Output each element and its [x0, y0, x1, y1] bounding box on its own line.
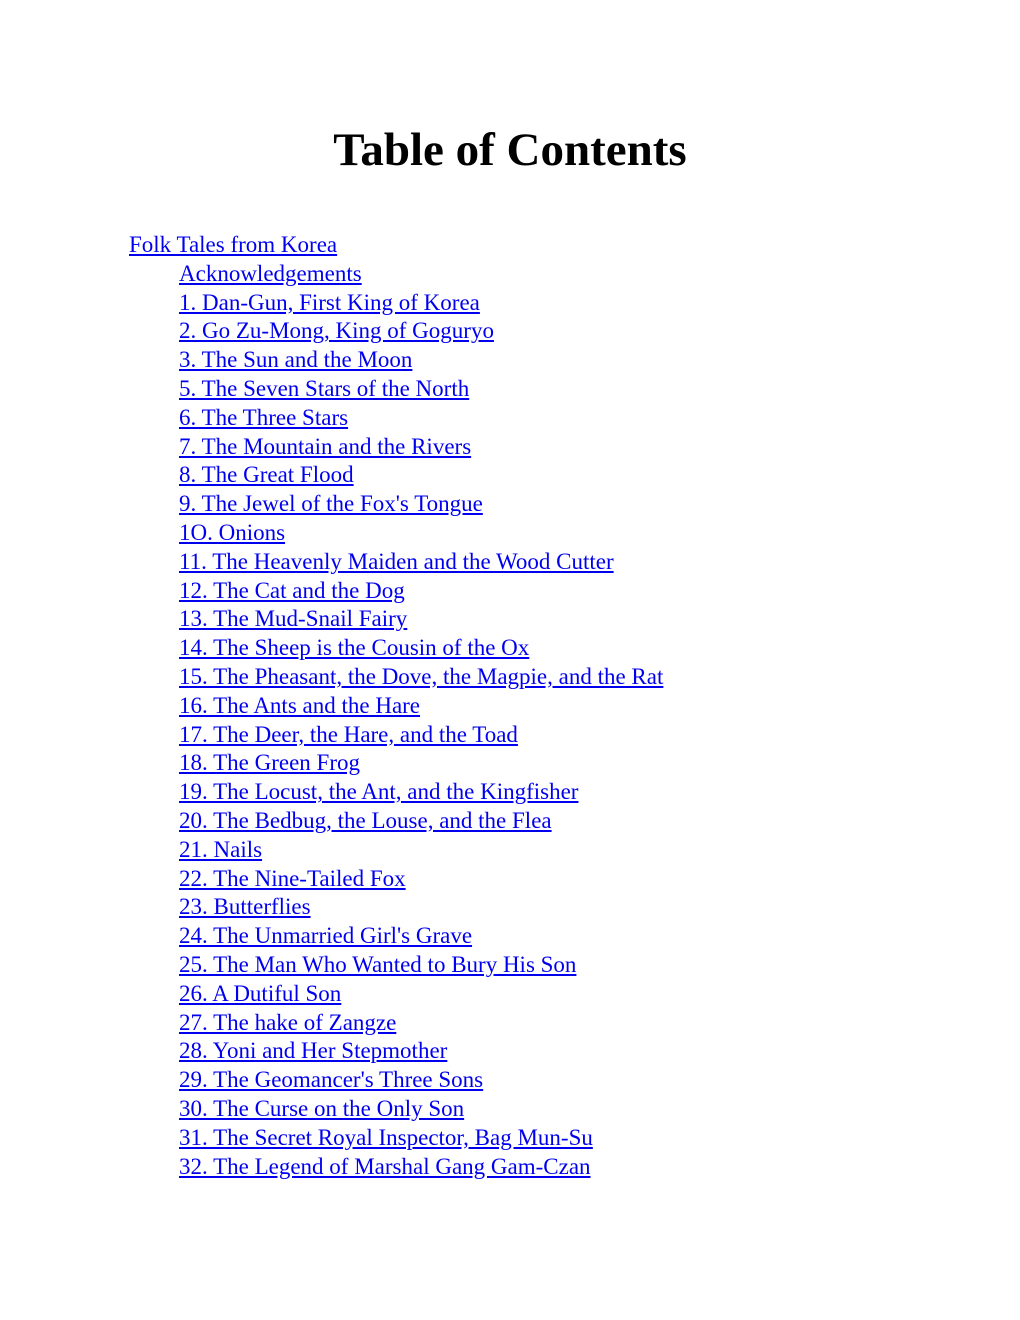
toc-item [179, 490, 663, 519]
toc-item [179, 519, 663, 548]
toc-item [179, 749, 663, 778]
toc-item [179, 1153, 663, 1182]
toc-item [179, 404, 663, 433]
toc-link[interactable]: 21. Nails [179, 836, 263, 862]
toc-item [179, 836, 663, 865]
toc-item [179, 605, 663, 634]
toc-link[interactable]: 24. The Unmarried Girl's Grave [179, 923, 473, 949]
toc-item [179, 865, 663, 894]
toc-link[interactable]: 30. The Curse on the Only Son [179, 1095, 465, 1121]
toc-item [179, 1095, 663, 1124]
toc-link[interactable]: 23. Butterflies [179, 894, 311, 920]
toc-item [179, 692, 663, 721]
toc-link[interactable]: 18. The Green Frog [179, 750, 360, 776]
toc-link[interactable]: 12. The Cat and the Dog [179, 577, 405, 603]
toc-item [179, 1037, 663, 1066]
toc-chapter-list [129, 260, 663, 1182]
toc-link[interactable]: 26. A Dutiful Son [179, 980, 342, 1006]
table-of-contents [129, 231, 663, 1181]
toc-link[interactable]: 5. The Seven Stars of the North [179, 375, 470, 401]
toc-item [179, 1066, 663, 1095]
toc-link[interactable]: 11. The Heavenly Maiden and the Wood Cutter [179, 548, 614, 574]
toc-link[interactable]: 3. The Sun and the Moon [179, 347, 413, 373]
toc-item [179, 548, 663, 577]
toc-link[interactable]: 1. Dan-Gun, First King of Korea [179, 289, 480, 315]
toc-item [179, 577, 663, 606]
toc-link[interactable]: 13. The Mud-Snail Fairy [179, 606, 408, 632]
page-title: Table of Contents [333, 124, 687, 176]
toc-item [179, 260, 663, 289]
toc-link[interactable]: 16. The Ants and the Hare [179, 692, 421, 718]
toc-link[interactable]: Acknowledgements [179, 260, 362, 286]
toc-link[interactable]: 8. The Great Flood [179, 462, 354, 488]
toc-item [179, 893, 663, 922]
toc-link[interactable]: 32. The Legend of Marshal Gang Gam-Czan [179, 1153, 591, 1179]
toc-link[interactable]: 28. Yoni and Her Stepmother [179, 1038, 448, 1064]
toc-link[interactable]: 2. Go Zu-Mong, King of Goguryo [179, 318, 494, 344]
toc-link[interactable]: 31. The Secret Royal Inspector, Bag Mun-Su [179, 1124, 593, 1150]
toc-link[interactable]: 27. The hake of Zangze [179, 1009, 397, 1035]
toc-item [179, 461, 663, 490]
toc-item [179, 922, 663, 951]
toc-link[interactable]: 6. The Three Stars [179, 404, 349, 430]
toc-item [179, 778, 663, 807]
toc-link[interactable]: 29. The Geomancer's Three Sons [179, 1067, 484, 1093]
toc-item [179, 317, 663, 346]
toc-item [179, 346, 663, 375]
toc-item [179, 289, 663, 318]
toc-link[interactable]: 14. The Sheep is the Cousin of the Ox [179, 635, 530, 661]
toc-root-link[interactable]: Folk Tales from Korea [129, 232, 338, 257]
toc-item [179, 663, 663, 692]
toc-item [179, 634, 663, 663]
toc-link[interactable]: 1O. Onions [179, 519, 286, 545]
toc-root-item [129, 231, 663, 1181]
toc-link[interactable]: 19. The Locust, the Ant, and the Kingfisher [179, 779, 579, 805]
toc-item [179, 1009, 663, 1038]
toc-link[interactable]: 22. The Nine-Tailed Fox [179, 865, 406, 891]
toc-link[interactable]: 15. The Pheasant, the Dove, the Magpie, and the Rat [179, 663, 664, 689]
toc-item [179, 1124, 663, 1153]
toc-link[interactable]: 20. The Bedbug, the Louse, and the Flea [179, 807, 552, 833]
toc-item [179, 433, 663, 462]
toc-item [179, 375, 663, 404]
toc-link[interactable]: 7. The Mountain and the Rivers [179, 433, 472, 459]
toc-item [179, 807, 663, 836]
toc-item [179, 980, 663, 1009]
toc-link[interactable]: 25. The Man Who Wanted to Bury His Son [179, 951, 577, 977]
toc-item [179, 721, 663, 750]
toc-link[interactable]: 9. The Jewel of the Fox's Tongue [179, 491, 483, 517]
toc-link[interactable]: 17. The Deer, the Hare, and the Toad [179, 721, 518, 747]
toc-item [179, 951, 663, 980]
